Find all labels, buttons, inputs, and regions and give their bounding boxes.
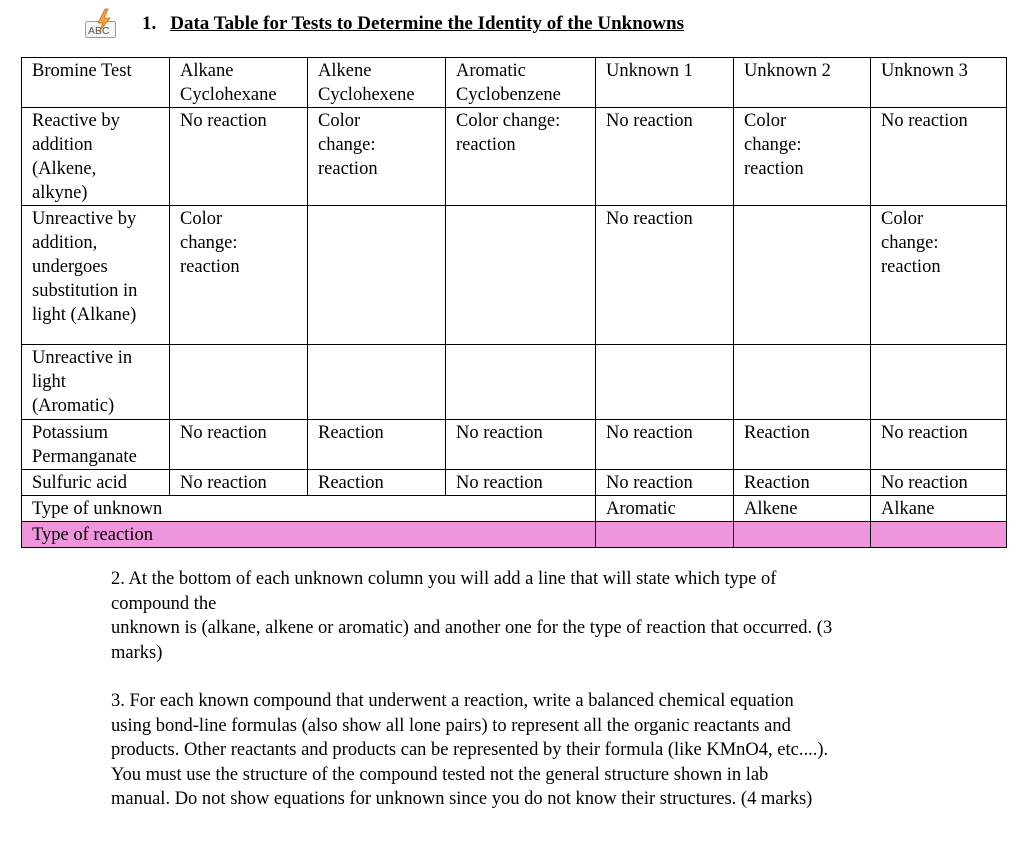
row-label-line: light	[32, 372, 66, 392]
row-label-line: (Aromatic)	[32, 396, 115, 416]
row-label-line: addition	[32, 135, 93, 155]
cell-text: change:	[180, 233, 238, 253]
paragraph-line: using bond-line formulas (also show all lone pairs) to represent all the organic reactants and	[111, 715, 791, 736]
table-cell	[308, 470, 446, 496]
table-cell[interactable]	[596, 496, 734, 522]
heading-number: 1.	[142, 13, 157, 34]
table-row-addition	[22, 108, 1007, 206]
table-row-substitution	[22, 206, 1007, 345]
table-row-type-reaction	[22, 522, 1007, 548]
cell-text: No reaction	[456, 473, 543, 493]
table-cell	[871, 420, 1007, 470]
row-label-line: Unreactive in	[32, 348, 133, 368]
table-cell	[596, 108, 734, 206]
header-cell	[734, 58, 871, 108]
row-label	[22, 496, 596, 522]
cell-text: change:	[318, 135, 376, 155]
row-label	[22, 108, 170, 206]
header-cell	[22, 58, 170, 108]
header-aromatic-compound: Cyclobenzene	[456, 85, 561, 105]
cell-text: reaction	[881, 257, 941, 277]
header-cell	[596, 58, 734, 108]
header-cell	[170, 58, 308, 108]
table-cell	[871, 108, 1007, 206]
paragraph-line: You must use the structure of the compound tested not the general structure shown in lab	[111, 764, 769, 785]
row-label-line: (Alkene,	[32, 159, 97, 179]
instruction-paragraph-3	[111, 689, 971, 812]
cell-text: Color	[180, 209, 223, 229]
cell-text: Aromatic	[606, 499, 676, 519]
heading	[84, 8, 684, 40]
table-cell	[596, 206, 734, 345]
table-cell	[170, 420, 308, 470]
table-cell	[596, 420, 734, 470]
row-label-line: Type of unknown	[32, 499, 163, 519]
table-cell[interactable]	[871, 496, 1007, 522]
cell-text: Color change:	[456, 111, 561, 131]
cell-text: change:	[744, 135, 802, 155]
row-label-line: Type of reaction	[32, 525, 153, 545]
table-cell[interactable]	[734, 522, 871, 548]
table-cell	[308, 108, 446, 206]
header-cell	[446, 58, 596, 108]
table-row-sulfuric	[22, 470, 1007, 496]
cell-text: Alkene	[744, 499, 798, 519]
table-cell	[308, 345, 446, 420]
table-cell	[871, 345, 1007, 420]
table-row-type-unknown	[22, 496, 1007, 522]
row-label-line: substitution in	[32, 281, 138, 301]
cell-text: No reaction	[881, 111, 968, 131]
table-cell	[446, 345, 596, 420]
cell-text: Reaction	[318, 473, 384, 493]
cell-text: No reaction	[180, 473, 267, 493]
row-label-line: addition,	[32, 233, 98, 253]
row-label	[22, 522, 596, 548]
cell-text: reaction	[318, 159, 378, 179]
svg-text:ABC: ABC	[88, 25, 110, 37]
cell-text: Alkane	[881, 499, 935, 519]
row-label-line: Permanganate	[32, 447, 137, 467]
page-title: Data Table for Tests to Determine the Identity of the Unknowns	[170, 13, 684, 34]
cell-text: change:	[881, 233, 939, 253]
table-cell	[446, 108, 596, 206]
header-unknown2: Unknown 2	[744, 61, 831, 81]
paragraph-line: 2. At the bottom of each unknown column you will add a line that will state which type of	[111, 569, 777, 589]
table-cell[interactable]	[871, 522, 1007, 548]
table-cell	[734, 345, 871, 420]
row-label-line: Sulfuric acid	[32, 473, 128, 493]
table-cell	[734, 108, 871, 206]
header-aromatic: Aromatic	[456, 61, 526, 81]
cell-text: No reaction	[606, 111, 693, 131]
table-cell	[734, 420, 871, 470]
table-cell	[734, 470, 871, 496]
paragraph-line: compound the	[111, 593, 217, 614]
header-cell	[871, 58, 1007, 108]
table-row-permanganate	[22, 420, 1007, 470]
paragraph-line: products. Other reactants and products can be represented by their formula (like KMnO4, etc....).	[111, 740, 829, 760]
table-cell	[446, 206, 596, 345]
row-label	[22, 470, 170, 496]
row-label-line: Unreactive by	[32, 209, 137, 229]
header-alkane-compound: Cyclohexane	[180, 85, 277, 105]
row-label-line: light (Alkane)	[32, 305, 137, 325]
cell-text: No reaction	[606, 423, 693, 443]
instruction-paragraph-2	[111, 567, 971, 665]
cell-text: No reaction	[606, 209, 693, 229]
row-label	[22, 206, 170, 345]
cell-text: reaction	[744, 159, 804, 179]
row-label-line: undergoes	[32, 257, 108, 277]
paragraph-line: manual. Do not show equations for unknown since you do not know their structures. (4 marks)	[111, 789, 813, 809]
row-label	[22, 345, 170, 420]
table-cell	[446, 420, 596, 470]
paragraph-line: marks)	[111, 642, 163, 663]
header-cell	[308, 58, 446, 108]
table-cell	[170, 108, 308, 206]
table-cell	[596, 345, 734, 420]
abc-spellcheck-icon[interactable]	[84, 8, 118, 40]
cell-text: No reaction	[456, 423, 543, 443]
table-cell	[170, 470, 308, 496]
header-alkene: Alkene	[318, 61, 372, 81]
table-cell	[446, 470, 596, 496]
header-alkane: Alkane	[180, 61, 234, 81]
header-unknown1: Unknown 1	[606, 61, 693, 81]
table-cell	[308, 420, 446, 470]
cell-text: No reaction	[881, 473, 968, 493]
cell-text: Color	[744, 111, 787, 131]
table-cell	[871, 470, 1007, 496]
table-cell	[308, 206, 446, 345]
cell-text: reaction	[456, 135, 516, 155]
table-header-row	[22, 58, 1007, 108]
table-cell[interactable]	[596, 522, 734, 548]
cell-text: No reaction	[180, 111, 267, 131]
table-cell	[170, 206, 308, 345]
cell-text: No reaction	[606, 473, 693, 493]
cell-text: Color	[881, 209, 924, 229]
header-test: Bromine Test	[32, 61, 132, 81]
table-cell	[734, 206, 871, 345]
row-label-line: Reactive by	[32, 111, 120, 131]
header-unknown3: Unknown 3	[881, 61, 968, 81]
row-label	[22, 420, 170, 470]
paragraph-line: unknown is (alkane, alkene or aromatic) and another one for the type of reaction that occurred. (3	[111, 618, 833, 638]
table-cell	[170, 345, 308, 420]
cell-text: Reaction	[744, 423, 810, 443]
table-row-aromatic-light	[22, 345, 1007, 420]
row-label-line: Potassium	[32, 423, 109, 443]
table-cell[interactable]	[734, 496, 871, 522]
cell-text: Reaction	[744, 473, 810, 493]
header-alkene-compound: Cyclohexene	[318, 85, 415, 105]
table-cell	[596, 470, 734, 496]
cell-text: No reaction	[180, 423, 267, 443]
cell-text: No reaction	[881, 423, 968, 443]
paragraph-line: 3. For each known compound that underwent a reaction, write a balanced chemical equation	[111, 691, 794, 711]
cell-text: Color	[318, 111, 361, 131]
row-label-line: alkyne)	[32, 183, 88, 203]
data-table	[21, 57, 1007, 548]
table-cell	[871, 206, 1007, 345]
cell-text: Reaction	[318, 423, 384, 443]
cell-text: reaction	[180, 257, 240, 277]
